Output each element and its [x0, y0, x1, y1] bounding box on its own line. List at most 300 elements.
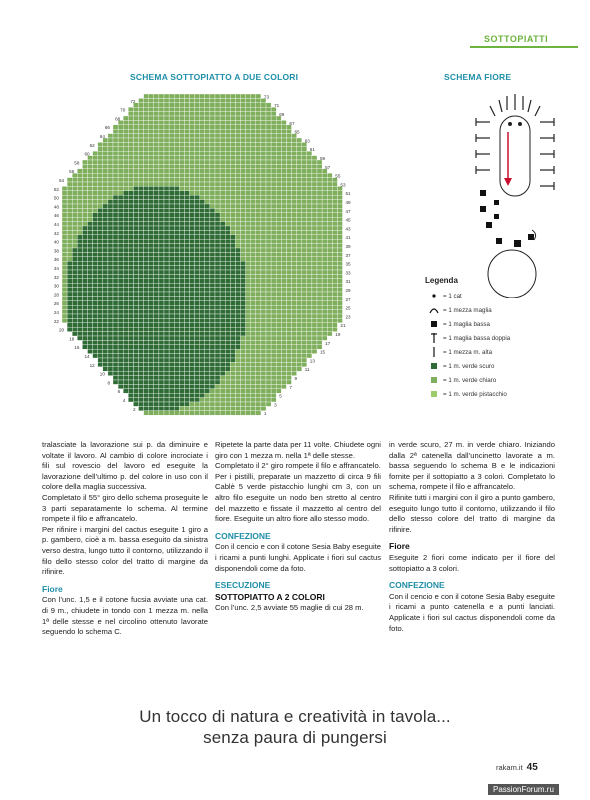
grid-cell	[246, 274, 251, 278]
grid-cell	[139, 296, 144, 300]
grid-cell	[149, 142, 154, 146]
grid-cell	[276, 235, 281, 239]
grid-cell	[174, 138, 179, 142]
grid-cell	[215, 318, 220, 322]
grid-cell	[281, 266, 286, 270]
grid-cell	[154, 164, 159, 168]
grid-cell	[195, 125, 200, 129]
grid-cell	[67, 301, 72, 305]
grid-cell	[317, 235, 322, 239]
grid-cell	[271, 398, 276, 402]
grid-cell	[93, 318, 98, 322]
grid-cell	[230, 226, 235, 230]
grid-cell	[297, 173, 302, 177]
grid-cell	[133, 151, 138, 155]
grid-cell	[93, 226, 98, 230]
grid-cell	[281, 371, 286, 375]
grid-cell	[271, 371, 276, 375]
grid-cell	[246, 116, 251, 120]
grid-cell	[195, 393, 200, 397]
grid-cell	[312, 226, 317, 230]
grid-cell	[286, 261, 291, 265]
grid-cell	[113, 305, 118, 309]
grid-cell	[256, 283, 261, 287]
grid-cell	[77, 266, 82, 270]
legend-title: Legenda	[425, 276, 458, 285]
grid-cell	[67, 296, 72, 300]
grid-cell	[286, 191, 291, 195]
grid-cell	[215, 151, 220, 155]
legend-item-slip-stitch	[425, 303, 575, 317]
grid-cell	[195, 248, 200, 252]
grid-cell	[215, 204, 220, 208]
grid-cell	[297, 195, 302, 199]
grid-cell	[200, 283, 205, 287]
grid-cell	[139, 310, 144, 314]
grid-cell	[220, 156, 225, 160]
grid-cell	[93, 266, 98, 270]
grid-cell	[286, 156, 291, 160]
grid-cell	[139, 314, 144, 318]
paragraph: Ripetete la parte data per 11 volte. Chiudete ogni giro con 1 mezza m. nella 1ª delle stesse.	[215, 440, 381, 460]
grid-cell	[292, 349, 297, 353]
grid-cell	[123, 213, 128, 217]
grid-cell	[169, 208, 174, 212]
grid-cell	[82, 235, 87, 239]
grid-cell	[230, 116, 235, 120]
grid-cell	[317, 336, 322, 340]
grid-cell	[200, 142, 205, 146]
grid-cell	[286, 169, 291, 173]
grid-cell	[332, 222, 337, 226]
grid-cell	[271, 156, 276, 160]
grid-cell	[286, 288, 291, 292]
grid-cell	[312, 336, 317, 340]
grid-cell	[241, 103, 246, 107]
grid-cell	[297, 252, 302, 256]
grid-cell	[103, 310, 108, 314]
grid-cell	[266, 367, 271, 371]
grid-cell	[230, 248, 235, 252]
grid-cell	[332, 305, 337, 309]
grid-cell	[149, 195, 154, 199]
grid-cell	[205, 358, 210, 362]
grid-cell	[220, 301, 225, 305]
dark-green-swatch-icon	[425, 362, 443, 370]
grid-cell	[154, 151, 159, 155]
grid-cell	[184, 296, 189, 300]
grid-cell	[312, 301, 317, 305]
grid-cell	[174, 362, 179, 366]
grid-cell	[190, 112, 195, 116]
grid-cell	[77, 200, 82, 204]
grid-cell	[205, 200, 210, 204]
grid-cell	[281, 186, 286, 190]
grid-cell	[235, 270, 240, 274]
grid-cell	[123, 226, 128, 230]
grid-cell	[154, 222, 159, 226]
grid-cell	[302, 305, 307, 309]
grid-cell	[113, 248, 118, 252]
grid-cell	[225, 116, 230, 120]
row-label-right: 59	[320, 156, 326, 161]
grid-cell	[108, 200, 113, 204]
grid-cell	[164, 147, 169, 151]
grid-cell	[210, 323, 215, 327]
grid-cell	[266, 248, 271, 252]
grid-cell	[225, 292, 230, 296]
grid-cell	[133, 244, 138, 248]
grid-cell	[169, 248, 174, 252]
grid-cell	[139, 345, 144, 349]
grid-cell	[286, 200, 291, 204]
grid-cell	[108, 186, 113, 190]
grid-cell	[133, 195, 138, 199]
grid-cell	[256, 103, 261, 107]
grid-cell	[128, 222, 133, 226]
grid-cell	[241, 332, 246, 336]
grid-cell	[159, 402, 164, 406]
vertical-bar-icon	[425, 346, 443, 358]
grid-cell	[108, 345, 113, 349]
grid-cell	[241, 186, 246, 190]
grid-cell	[220, 327, 225, 331]
grid-cell	[241, 345, 246, 349]
grid-cell	[276, 129, 281, 133]
grid-cell	[276, 226, 281, 230]
grid-cell	[200, 120, 205, 124]
grid-cell	[210, 345, 215, 349]
grid-cell	[149, 116, 154, 120]
grid-cell	[144, 235, 149, 239]
grid-cell	[149, 252, 154, 256]
grid-cell	[133, 367, 138, 371]
grid-cell	[179, 349, 184, 353]
grid-cell	[195, 288, 200, 292]
grid-cell	[159, 186, 164, 190]
grid-cell	[337, 217, 342, 221]
grid-cell	[103, 358, 108, 362]
grid-cell	[139, 182, 144, 186]
grid-cell	[246, 384, 251, 388]
grid-cell	[149, 156, 154, 160]
grid-cell	[98, 160, 103, 164]
grid-cell	[205, 354, 210, 358]
grid-cell	[93, 261, 98, 265]
grid-cell	[220, 279, 225, 283]
grid-cell	[164, 349, 169, 353]
grid-cell	[179, 358, 184, 362]
grid-cell	[225, 283, 230, 287]
grid-cell	[261, 103, 266, 107]
grid-cell	[93, 235, 98, 239]
grid-cell	[123, 296, 128, 300]
grid-cell	[292, 296, 297, 300]
grid-cell	[246, 314, 251, 318]
row-label-left: 42	[53, 230, 59, 236]
grid-cell	[195, 296, 200, 300]
grid-cell	[271, 151, 276, 155]
grid-cell	[200, 362, 205, 366]
grid-cell	[256, 94, 261, 98]
grid-cell	[93, 292, 98, 296]
grid-cell	[93, 200, 98, 204]
grid-cell	[281, 213, 286, 217]
grid-cell	[286, 142, 291, 146]
grid-cell	[139, 406, 144, 410]
grid-cell	[266, 358, 271, 362]
grid-cell	[225, 380, 230, 384]
grid-cell	[220, 239, 225, 243]
grid-cell	[93, 354, 98, 358]
grid-cell	[190, 244, 195, 248]
grid-cell	[154, 270, 159, 274]
grid-cell	[276, 120, 281, 124]
grid-cell	[241, 235, 246, 239]
grid-cell	[251, 134, 256, 138]
grid-cell	[144, 169, 149, 173]
grid-cell	[133, 349, 138, 353]
grid-cell	[139, 164, 144, 168]
grid-cell	[169, 314, 174, 318]
grid-cell	[251, 208, 256, 212]
grid-cell	[302, 332, 307, 336]
grid-cell	[251, 138, 256, 142]
grid-cell	[154, 380, 159, 384]
grid-cell	[88, 261, 93, 265]
grid-cell	[261, 226, 266, 230]
grid-cell	[154, 349, 159, 353]
grid-cell	[225, 98, 230, 102]
grid-cell	[174, 107, 179, 111]
grid-cell	[174, 310, 179, 314]
grid-cell	[200, 134, 205, 138]
grid-cell	[164, 301, 169, 305]
grid-cell	[266, 323, 271, 327]
grid-cell	[174, 147, 179, 151]
grid-cell	[149, 288, 154, 292]
grid-cell	[103, 266, 108, 270]
grid-cell	[205, 402, 210, 406]
grid-cell	[103, 208, 108, 212]
grid-cell	[200, 204, 205, 208]
grid-cell	[154, 367, 159, 371]
grid-cell	[215, 406, 220, 410]
grid-cell	[261, 129, 266, 133]
grid-cell	[103, 288, 108, 292]
grid-cell	[98, 296, 103, 300]
grid-cell	[256, 98, 261, 102]
grid-cell	[144, 164, 149, 168]
grid-cell	[230, 398, 235, 402]
grid-cell	[77, 195, 82, 199]
grid-cell	[271, 340, 276, 344]
grid-cell	[205, 261, 210, 265]
grid-cell	[103, 314, 108, 318]
grid-cell	[174, 354, 179, 358]
grid-cell	[184, 178, 189, 182]
grid-cell	[108, 305, 113, 309]
grid-cell	[169, 200, 174, 204]
grid-cell	[108, 235, 113, 239]
grid-cell	[88, 314, 93, 318]
grid-cell	[292, 327, 297, 331]
row-label-left: 30	[53, 283, 59, 289]
grid-cell	[230, 138, 235, 142]
grid-cell	[128, 169, 133, 173]
grid-cell	[190, 283, 195, 287]
grid-cell	[164, 200, 169, 204]
grid-cell	[200, 178, 205, 182]
grid-cell	[246, 296, 251, 300]
grid-cell	[154, 173, 159, 177]
grid-cell	[190, 129, 195, 133]
grid-cell	[88, 213, 93, 217]
grid-cell	[128, 116, 133, 120]
grid-cell	[297, 327, 302, 331]
grid-cell	[195, 380, 200, 384]
grid-cell	[297, 261, 302, 265]
grid-cell	[164, 160, 169, 164]
grid-cell	[159, 107, 164, 111]
grid-cell	[190, 182, 195, 186]
grid-cell	[256, 393, 261, 397]
grid-cell	[246, 411, 251, 415]
grid-cell	[210, 147, 215, 151]
grid-cell	[225, 389, 230, 393]
grid-cell	[281, 200, 286, 204]
grid-cell	[307, 178, 312, 182]
grid-cell	[297, 296, 302, 300]
grid-cell	[225, 125, 230, 129]
grid-cell	[307, 310, 312, 314]
grid-cell	[281, 288, 286, 292]
grid-cell	[179, 134, 184, 138]
grid-cell	[241, 274, 246, 278]
grid-cell	[246, 393, 251, 397]
grid-cell	[307, 200, 312, 204]
grid-cell	[108, 318, 113, 322]
grid-cell	[256, 266, 261, 270]
grid-cell	[174, 191, 179, 195]
grid-cell	[154, 142, 159, 146]
grid-cell	[256, 402, 261, 406]
grid-cell	[195, 98, 200, 102]
grid-cell	[230, 270, 235, 274]
grid-cell	[271, 270, 276, 274]
row-label-right: 27	[345, 296, 351, 302]
grid-cell	[251, 411, 256, 415]
grid-cell	[210, 266, 215, 270]
grid-cell	[215, 367, 220, 371]
row-label-right: 33	[345, 270, 351, 276]
grid-cell	[281, 358, 286, 362]
grid-cell	[128, 336, 133, 340]
grid-cell	[159, 406, 164, 410]
grid-cell	[72, 266, 77, 270]
grid-cell	[281, 164, 286, 168]
grid-cell	[184, 314, 189, 318]
legend-label: = 1 maglia bassa	[443, 320, 490, 328]
grid-cell	[332, 186, 337, 190]
grid-cell	[139, 239, 144, 243]
grid-cell	[241, 222, 246, 226]
grid-cell	[297, 151, 302, 155]
grid-cell	[261, 156, 266, 160]
grid-cell	[169, 384, 174, 388]
grid-cell	[312, 208, 317, 212]
grid-cell	[103, 213, 108, 217]
grid-cell	[230, 239, 235, 243]
grid-cell	[312, 288, 317, 292]
grid-cell	[184, 164, 189, 168]
grid-cell	[286, 204, 291, 208]
grid-cell	[266, 164, 271, 168]
grid-cell	[195, 200, 200, 204]
grid-cell	[133, 393, 138, 397]
grid-cell	[225, 411, 230, 415]
grid-cell	[98, 270, 103, 274]
grid-cell	[286, 147, 291, 151]
grid-cell	[190, 230, 195, 234]
grid-cell	[230, 142, 235, 146]
grid-cell	[210, 327, 215, 331]
grid-cell	[179, 376, 184, 380]
grid-cell	[220, 200, 225, 204]
grid-cell	[200, 376, 205, 380]
grid-cell	[246, 248, 251, 252]
grid-cell	[179, 169, 184, 173]
grid-cell	[123, 116, 128, 120]
grid-cell	[139, 178, 144, 182]
grid-cell	[215, 345, 220, 349]
grid-cell	[266, 314, 271, 318]
grid-cell	[251, 310, 256, 314]
grid-cell	[67, 204, 72, 208]
grid-cell	[149, 266, 154, 270]
grid-cell	[103, 230, 108, 234]
grid-cell	[225, 156, 230, 160]
grid-cell	[195, 384, 200, 388]
grid-cell	[271, 160, 276, 164]
grid-cell	[113, 257, 118, 261]
grid-cell	[302, 266, 307, 270]
grid-cell	[220, 288, 225, 292]
grid-cell	[235, 160, 240, 164]
grid-cell	[246, 376, 251, 380]
grid-cell	[286, 358, 291, 362]
grid-cell	[113, 327, 118, 331]
grid-cell	[164, 226, 169, 230]
grid-cell	[256, 296, 261, 300]
grid-cell	[179, 186, 184, 190]
grid-cell	[133, 305, 138, 309]
grid-cell	[210, 367, 215, 371]
grid-cell	[77, 222, 82, 226]
grid-cell	[82, 213, 87, 217]
grid-cell	[133, 134, 138, 138]
grid-cell	[149, 279, 154, 283]
grid-cell	[225, 398, 230, 402]
legend-label: = 1 mezza m. alta	[443, 348, 493, 356]
grid-cell	[271, 222, 276, 226]
grid-cell	[174, 406, 179, 410]
grid-cell	[276, 169, 281, 173]
grid-cell	[77, 230, 82, 234]
grid-cell	[195, 332, 200, 336]
grid-cell	[266, 301, 271, 305]
grid-cell	[297, 186, 302, 190]
